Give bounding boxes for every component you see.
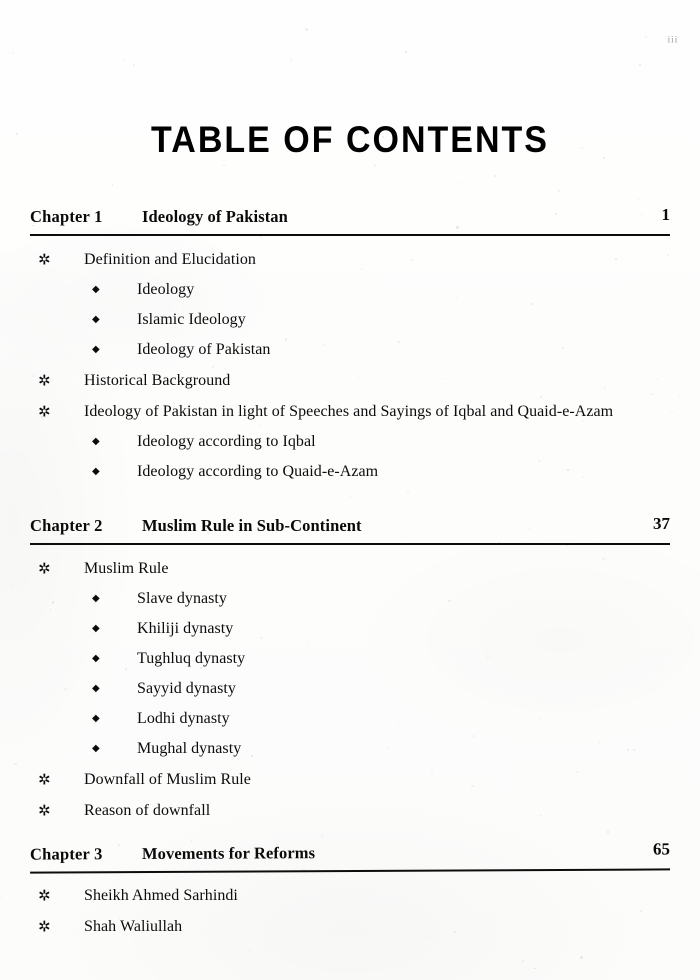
diamond-bullet-icon: ◆	[92, 743, 100, 754]
toc-entry-label: Historical Background	[84, 372, 231, 389]
toc-entry[interactable]	[0, 911, 700, 942]
asterisk-bullet-icon: ✲	[38, 770, 51, 789]
table-of-contents	[0, 206, 700, 942]
toc-entry-label: Shah Waliullah	[84, 918, 183, 935]
chapter-label: Chapter 1	[30, 207, 103, 226]
diamond-bullet-icon: ◆	[92, 593, 100, 604]
diamond-bullet-icon: ◆	[92, 466, 100, 477]
asterisk-bullet-icon: ✲	[38, 250, 51, 269]
asterisk-bullet-icon: ✲	[38, 801, 51, 820]
toc-entry[interactable]	[0, 457, 700, 487]
page-title: TABLE OF CONTENTS	[151, 118, 549, 161]
toc-entry-label: Khiliji dynasty	[137, 620, 234, 637]
toc-entry-label: Ideology	[137, 281, 195, 298]
chapter-page-number: 65	[652, 839, 671, 859]
chapter-page-number: 37	[653, 514, 670, 533]
chapter-label: Chapter 2	[30, 516, 103, 535]
toc-entry-label: Downfall of Muslim Rule	[84, 771, 251, 788]
diamond-bullet-icon: ◆	[92, 436, 100, 447]
toc-entry-label: Sayyid dynasty	[137, 680, 236, 697]
toc-entry-label: Slave dynasty	[137, 590, 227, 607]
toc-entry-label: Tughluq dynasty	[137, 650, 246, 667]
diamond-bullet-icon: ◆	[92, 713, 100, 724]
asterisk-bullet-icon: ✲	[38, 917, 51, 936]
diamond-bullet-icon: ◆	[92, 344, 100, 355]
toc-entry[interactable]	[0, 275, 700, 305]
spacer	[0, 487, 700, 515]
diamond-bullet-icon: ◆	[92, 683, 100, 694]
toc-entry[interactable]	[0, 427, 700, 457]
toc-entry[interactable]	[0, 365, 700, 396]
chapter-header[interactable]	[30, 840, 670, 873]
toc-entry[interactable]	[0, 880, 700, 911]
toc-entry[interactable]	[0, 795, 700, 826]
asterisk-bullet-icon: ✲	[38, 559, 51, 578]
chapter-entry-list	[0, 244, 700, 487]
toc-entry-label: Definition and Elucidation	[84, 251, 256, 268]
chapter-header[interactable]	[30, 515, 670, 545]
chapter-header[interactable]	[30, 206, 670, 236]
spacer	[0, 236, 700, 244]
chapter-title: Muslim Rule in Sub-Continent	[142, 516, 362, 535]
diamond-bullet-icon: ◆	[92, 653, 100, 664]
toc-entry-label: Mughal dynasty	[137, 740, 242, 757]
toc-entry[interactable]	[0, 734, 700, 764]
chapter-entry-list	[0, 880, 700, 942]
asterisk-bullet-icon: ✲	[38, 402, 51, 421]
toc-entry[interactable]	[0, 764, 700, 795]
toc-entry[interactable]	[0, 396, 700, 427]
chapter-entry-list	[0, 553, 700, 826]
toc-entry-label: Ideology according to Quaid-e-Azam	[137, 463, 379, 480]
folio-page-number: iii	[667, 34, 678, 46]
spacer	[0, 545, 700, 553]
chapter-page-number: 1	[661, 205, 670, 224]
toc-entry-label: Reason of downfall	[84, 802, 211, 819]
toc-entry[interactable]	[0, 704, 700, 734]
toc-entry[interactable]	[0, 335, 700, 365]
toc-entry-label: Sheikh Ahmed Sarhindi	[84, 887, 238, 904]
chapter-label: Chapter 3	[29, 844, 103, 864]
spacer	[0, 826, 700, 842]
diamond-bullet-icon: ◆	[92, 623, 100, 634]
chapter-title: Movements for Reforms	[141, 843, 316, 864]
asterisk-bullet-icon: ✲	[38, 886, 51, 905]
toc-entry[interactable]	[0, 614, 700, 644]
toc-entry-label: Islamic Ideology	[137, 311, 246, 328]
diamond-bullet-icon: ◆	[92, 314, 100, 325]
asterisk-bullet-icon: ✲	[38, 371, 51, 390]
toc-entry[interactable]	[0, 644, 700, 674]
toc-entry[interactable]	[0, 584, 700, 614]
toc-entry-label: Ideology of Pakistan	[137, 341, 271, 358]
toc-entry-label: Lodhi dynasty	[137, 710, 230, 727]
toc-entry[interactable]	[0, 553, 700, 584]
toc-entry[interactable]	[0, 305, 700, 335]
diamond-bullet-icon: ◆	[92, 284, 100, 295]
toc-entry-label: Ideology according to Iqbal	[137, 433, 316, 450]
toc-entry-label: Ideology of Pakistan in light of Speeches and Sayings of Iqbal and Quaid-e-Azam	[84, 403, 614, 420]
toc-entry-label: Muslim Rule	[84, 560, 169, 577]
chapter-title: Ideology of Pakistan	[142, 207, 288, 226]
toc-entry[interactable]	[0, 244, 700, 275]
toc-entry[interactable]	[0, 674, 700, 704]
